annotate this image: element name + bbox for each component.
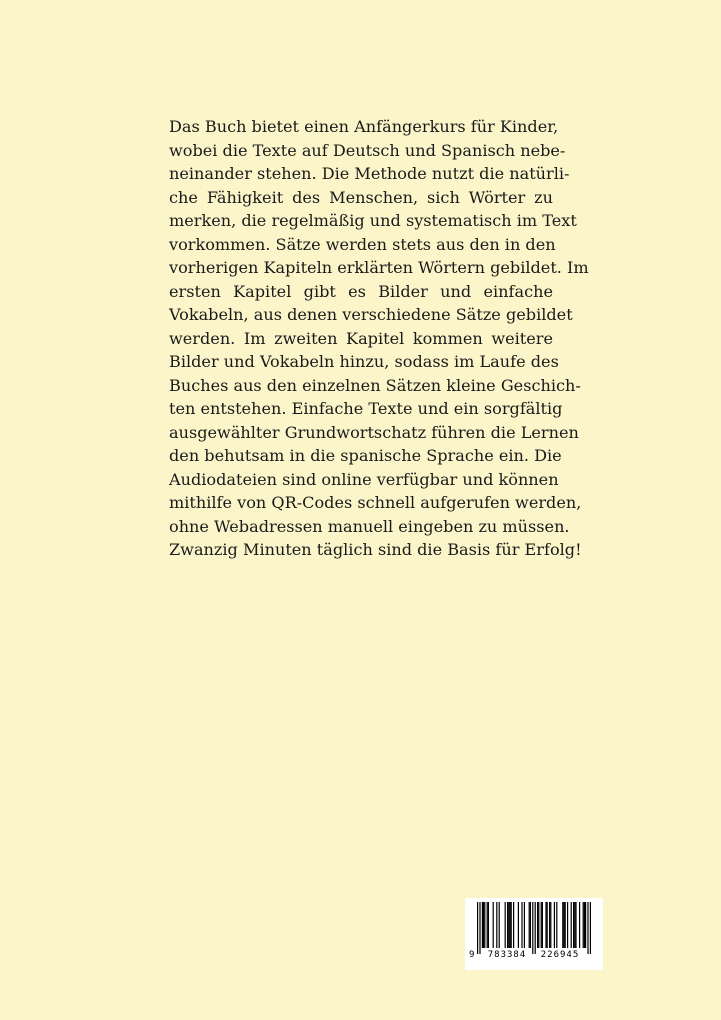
barcode-bar xyxy=(573,902,574,948)
blurb-line: Buches aus den einzelnen Sätzen kleine Geschich- xyxy=(169,375,581,395)
blurb-line: werden. Im zweiten Kapitel kommen weitere xyxy=(169,328,553,348)
blurb-line: ausgewählter Grundwortschatz führen die Lernen xyxy=(169,422,579,442)
barcode-bar xyxy=(513,902,514,948)
barcode-right-digits: 226945 xyxy=(540,950,580,960)
blurb-line: ersten Kapitel gibt es Bilder und einfache xyxy=(169,281,553,301)
barcode-bar xyxy=(482,902,483,948)
barcode-bar xyxy=(549,902,550,948)
barcode-bar xyxy=(538,902,539,948)
barcode-bar xyxy=(542,902,543,948)
barcode-bar xyxy=(571,902,572,948)
barcode-bar xyxy=(488,902,489,948)
barcode-bar xyxy=(479,902,480,954)
barcode-bar xyxy=(579,902,580,948)
barcode-left-digits: 783384 xyxy=(487,950,527,960)
back-cover-blurb xyxy=(169,115,589,562)
barcode-bar xyxy=(508,902,509,948)
barcode-bar xyxy=(556,902,557,948)
barcode-bar xyxy=(541,902,542,948)
barcode-bar xyxy=(562,902,563,948)
blurb-line: Das Buch bietet einen Anfängerkurs für Kinder, xyxy=(169,117,559,136)
barcode-bar xyxy=(529,902,530,948)
barcode-bar xyxy=(507,902,508,948)
barcode-bar xyxy=(574,902,575,948)
barcode-bar xyxy=(587,902,588,954)
blurb-line: ten entstehen. Einfache Texte und ein sorgfältig xyxy=(169,399,563,418)
isbn-barcode xyxy=(465,898,603,970)
barcode-bar xyxy=(535,902,536,954)
barcode-bar xyxy=(496,902,497,948)
barcode-bar xyxy=(567,902,568,948)
barcode-bar xyxy=(493,902,494,948)
barcode-bar xyxy=(554,902,555,948)
barcode-bar xyxy=(537,902,538,948)
barcode-lead-digit: 9 xyxy=(469,950,475,960)
blurb-line: merken, die regelmäßig und systematisch im Text xyxy=(169,211,577,230)
blurb-line: den behutsam in die spanische Sprache ein. Die xyxy=(169,446,562,465)
barcode-bar xyxy=(524,902,525,948)
blurb-line: ohne Webadressen manuell eingeben zu müssen. xyxy=(169,516,570,536)
blurb-line: che Fähigkeit des Menschen, sich Wörter zu xyxy=(169,187,553,207)
barcode-bar xyxy=(550,902,551,948)
barcode-bar xyxy=(483,902,484,948)
barcode-bar xyxy=(530,902,531,948)
barcode-bar xyxy=(505,902,506,948)
blurb-line: mithilfe von QR-Codes schnell aufgerufen werden, xyxy=(169,493,582,512)
barcode-bar xyxy=(484,902,485,948)
blurb-line: neinander stehen. Die Methode nutzt die natürli- xyxy=(169,164,570,183)
blurb-line: Vokabeln, aus denen verschiedene Sätze gebildet xyxy=(169,305,573,324)
barcode-bar xyxy=(499,902,500,948)
barcode-bar xyxy=(583,902,584,948)
barcode-bar xyxy=(575,902,576,948)
barcode-bar xyxy=(585,902,586,948)
barcode-bar xyxy=(518,902,519,948)
barcode-bar xyxy=(511,902,512,948)
barcode-bar xyxy=(521,902,522,948)
barcode-bar xyxy=(565,902,566,948)
blurb-line: wobei die Texte auf Deutsch und Spanisch nebe- xyxy=(169,140,566,160)
barcode-bar xyxy=(487,902,488,948)
blurb-line: vorherigen Kapiteln erklärten Wörtern gebildet. Im xyxy=(169,258,589,277)
blurb-line: Zwanzig Minuten täglich sind die Basis für Erfolg! xyxy=(169,540,582,559)
barcode-bar xyxy=(547,902,548,948)
barcode-bar xyxy=(563,902,564,948)
blurb-line: vorkommen. Sätze werden stets aus den in den xyxy=(169,234,556,254)
barcode-bar xyxy=(584,902,585,948)
barcode-bar xyxy=(509,902,510,948)
blurb-line: Audiodateien sind online verfügbar und können xyxy=(169,469,559,489)
barcode-bar xyxy=(545,902,546,948)
blurb-line: Bilder und Vokabeln hinzu, sodass im Laufe des xyxy=(169,352,559,371)
barcode-bar xyxy=(477,902,478,954)
barcode-bar xyxy=(532,902,533,954)
barcode-bar xyxy=(590,902,591,954)
